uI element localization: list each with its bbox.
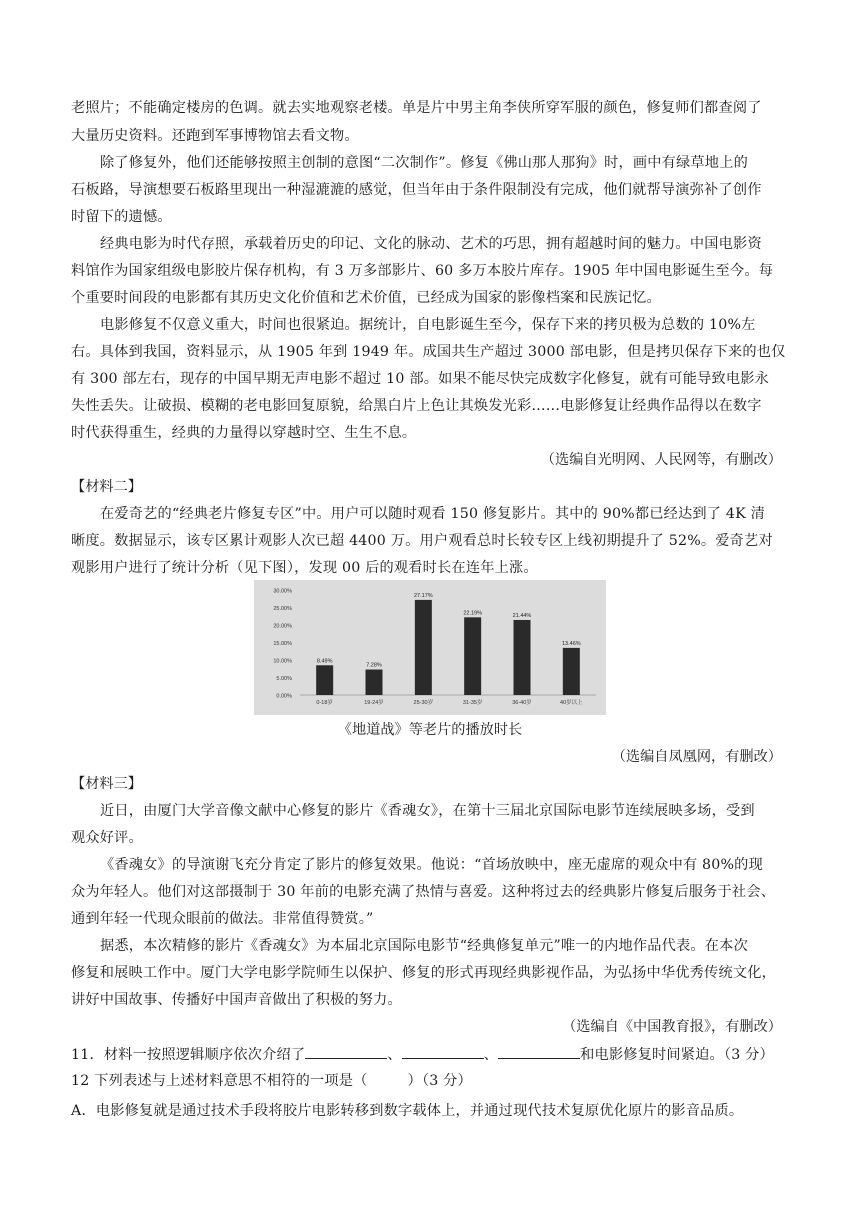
bar-value-label: 8.49% xyxy=(316,658,333,665)
para3-line-3: 个重要时间段的电影都有其历史文化价值和艺术价值，已经成为国家的影像档案和民族记忆。 xyxy=(71,290,661,306)
para2-line-1: 除了修复外，他们还能够按照主创制的意图“二次制作”。修复《佛山那人那狗》时，画中有绿草地上的 xyxy=(100,155,748,171)
bar xyxy=(316,665,333,695)
q11-blank-3[interactable] xyxy=(498,1044,580,1059)
para7-line-2: 众为年轻人。他们对这部摄制于 30 年前的电影充满了热情与喜爱。这种将过去的经典影片修复后服务于社会、 xyxy=(71,884,776,900)
x-tick-label: 40岁以上 xyxy=(560,700,583,706)
option-a: A．电影修复就是通过技术手段将胶片电影转移到数字载体上，并通过现代技术复原优化原片的影音品质。 xyxy=(71,1103,744,1119)
y-tick-label: 25.00% xyxy=(273,606,292,612)
para2-line-3: 时留下的遗憾。 xyxy=(71,209,172,225)
question-11 xyxy=(71,1044,774,1065)
bar xyxy=(464,617,481,695)
x-tick-label: 19-24岁 xyxy=(364,700,384,706)
y-tick-label: 5.00% xyxy=(276,676,292,682)
bar-value-label: 27.17% xyxy=(414,592,433,599)
x-tick-label: 0-18岁 xyxy=(316,700,333,706)
bar-value-label: 21.44% xyxy=(512,612,532,619)
para8-line-1: 据悉，本次精修的影片《香魂女》为本届北京国际电影节“经典修复单元”唯一的内地作品代表。在本次 xyxy=(100,938,748,954)
q11-text: 11．材料一按照逻辑顺序依次介绍了 xyxy=(71,1047,306,1063)
y-tick-label: 30.00% xyxy=(273,588,292,595)
para5-line-3: 观影用户进行了统计分析（见下图），发现 00 后的观看时长在连年上涨。 xyxy=(71,560,538,576)
chart-caption: 《地道战》等老片的播放时长 xyxy=(337,722,523,738)
para6-line-2: 观众好评。 xyxy=(71,830,143,846)
q11-blank-1[interactable] xyxy=(305,1044,387,1059)
para8-line-3: 讲好中国故事、传播好中国声音做出了积极的努力。 xyxy=(71,992,402,1008)
y-tick-label: 20.00% xyxy=(273,623,292,630)
bar xyxy=(415,600,432,695)
bar-chart xyxy=(254,580,606,715)
bar xyxy=(514,620,531,695)
q12-text: 12 下列表述与上述材料意思不相符的一项是（ xyxy=(71,1073,368,1089)
para6-line-1: 近日，由厦门大学音像文献中心修复的影片《香魂女》，在第十三届北京国际电影节连续展映多场，受到 xyxy=(100,803,755,819)
para4-line-3: 有 300 部左右，现存的中国早期无声电影不超过 10 部。如果不能尽快完成数字化修复，就有可能导致电影永 xyxy=(71,371,770,387)
para2-line-2: 石板路，导演想要石板路里现出一种湿漉漉的感觉，但当年由于条件限制没有完成，他们就帮导演弥补了创作 xyxy=(71,182,762,198)
material-2-heading: 【材料二】 xyxy=(71,479,142,495)
para5-line-1: 在爱奇艺的“经典老片修复专区”中。用户可以随时观看 150 修复影片。其中的 90%都已经达到了 4K 清 xyxy=(100,506,766,522)
para7-line-3: 通到年轻一代现众眼前的做法。非常值得赞赏。” xyxy=(71,911,374,927)
para3-line-1: 经典电影为时代存照，承载着历史的印记、文化的脉动、艺术的巧思，拥有超越时间的魅力。中国电影资 xyxy=(100,236,762,252)
para5-line-2: 晰度。数据显示，该专区累计观影人次已超 4400 万。用户观看总时长较专区上线初期提升了 52%。爱奇艺对 xyxy=(71,533,773,549)
q11-separator: 、 xyxy=(483,1047,499,1063)
para1-line-2: 大量历史资料。还跑到军事博物馆去看文物。 xyxy=(71,128,359,144)
q11-tail: 和电影修复时间紧迫。（3 分） xyxy=(580,1047,774,1063)
bar-chart-photo xyxy=(254,580,606,715)
bar xyxy=(563,648,580,695)
q11-blank-2[interactable] xyxy=(402,1044,484,1059)
bar-value-label: 7.28% xyxy=(366,662,382,669)
y-tick-label: 15.00% xyxy=(273,641,292,647)
para7-line-1: 《香魂女》的导演谢飞充分肯定了影片的修复效果。他说：“首场放映中，座无虚席的观众中有 80%的现 xyxy=(100,857,763,873)
source-note-1: （选编自光明网、人民网等，有删改） xyxy=(540,452,782,468)
material-3-heading: 【材料三】 xyxy=(71,776,142,792)
para4-line-2: 右。具体到我国，资料显示，从 1905 年到 1949 年。成国共生产超过 3000 部电影，但是拷贝保存下来的也仅 xyxy=(71,344,786,360)
bar-value-label: 13.46% xyxy=(562,640,581,647)
bar-value-label: 22.19% xyxy=(463,610,482,617)
q12-tail: ）（3 分） xyxy=(407,1073,472,1089)
source-note-2: （选编自凤凰网，有删改） xyxy=(611,749,782,765)
para4-line-1: 电影修复不仅意义重大，时间也很紧迫。据统计，自电影诞生至今，保存下来的拷贝极为总数的 10%左 xyxy=(100,317,756,333)
q11-separator: 、 xyxy=(387,1047,402,1063)
para4-line-4: 失性丢失。让破损、模糊的老电影回复原貌，给黑白片上色让其焕发光彩……电影修复让经典作品得以在数字 xyxy=(71,398,762,414)
para8-line-2: 修复和展映工作中。厦门大学电影学院师生以保护、修复的形式再现经典影视作品，为弘扬中华优秀传统文化， xyxy=(71,965,776,981)
bar xyxy=(366,670,383,695)
source-note-3: （选编自《中国教育报》，有删改） xyxy=(562,1019,782,1035)
y-tick-label: 0.00% xyxy=(276,693,292,700)
x-tick-label: 36-40岁 xyxy=(512,700,532,706)
x-tick-label: 25-30岁 xyxy=(413,700,434,706)
para1-line-1: 老照片；不能确定楼房的色调。就去实地观察老楼。单是片中男主角李侠所穿军服的颜色，修复师们都查阅了 xyxy=(71,100,762,116)
para3-line-2: 料馆作为国家组级电影胶片保存机构，有 3 万多部影片、60 多万本胶片库存。1905 年中国电影诞生至今。每 xyxy=(71,263,774,279)
para4-line-5: 时代获得重生，经典的力量得以穿越时空、生生不息。 xyxy=(71,425,417,441)
x-tick-label: 31-35岁 xyxy=(462,700,483,706)
y-tick-label: 10.00% xyxy=(273,658,292,665)
question-12 xyxy=(71,1071,472,1091)
